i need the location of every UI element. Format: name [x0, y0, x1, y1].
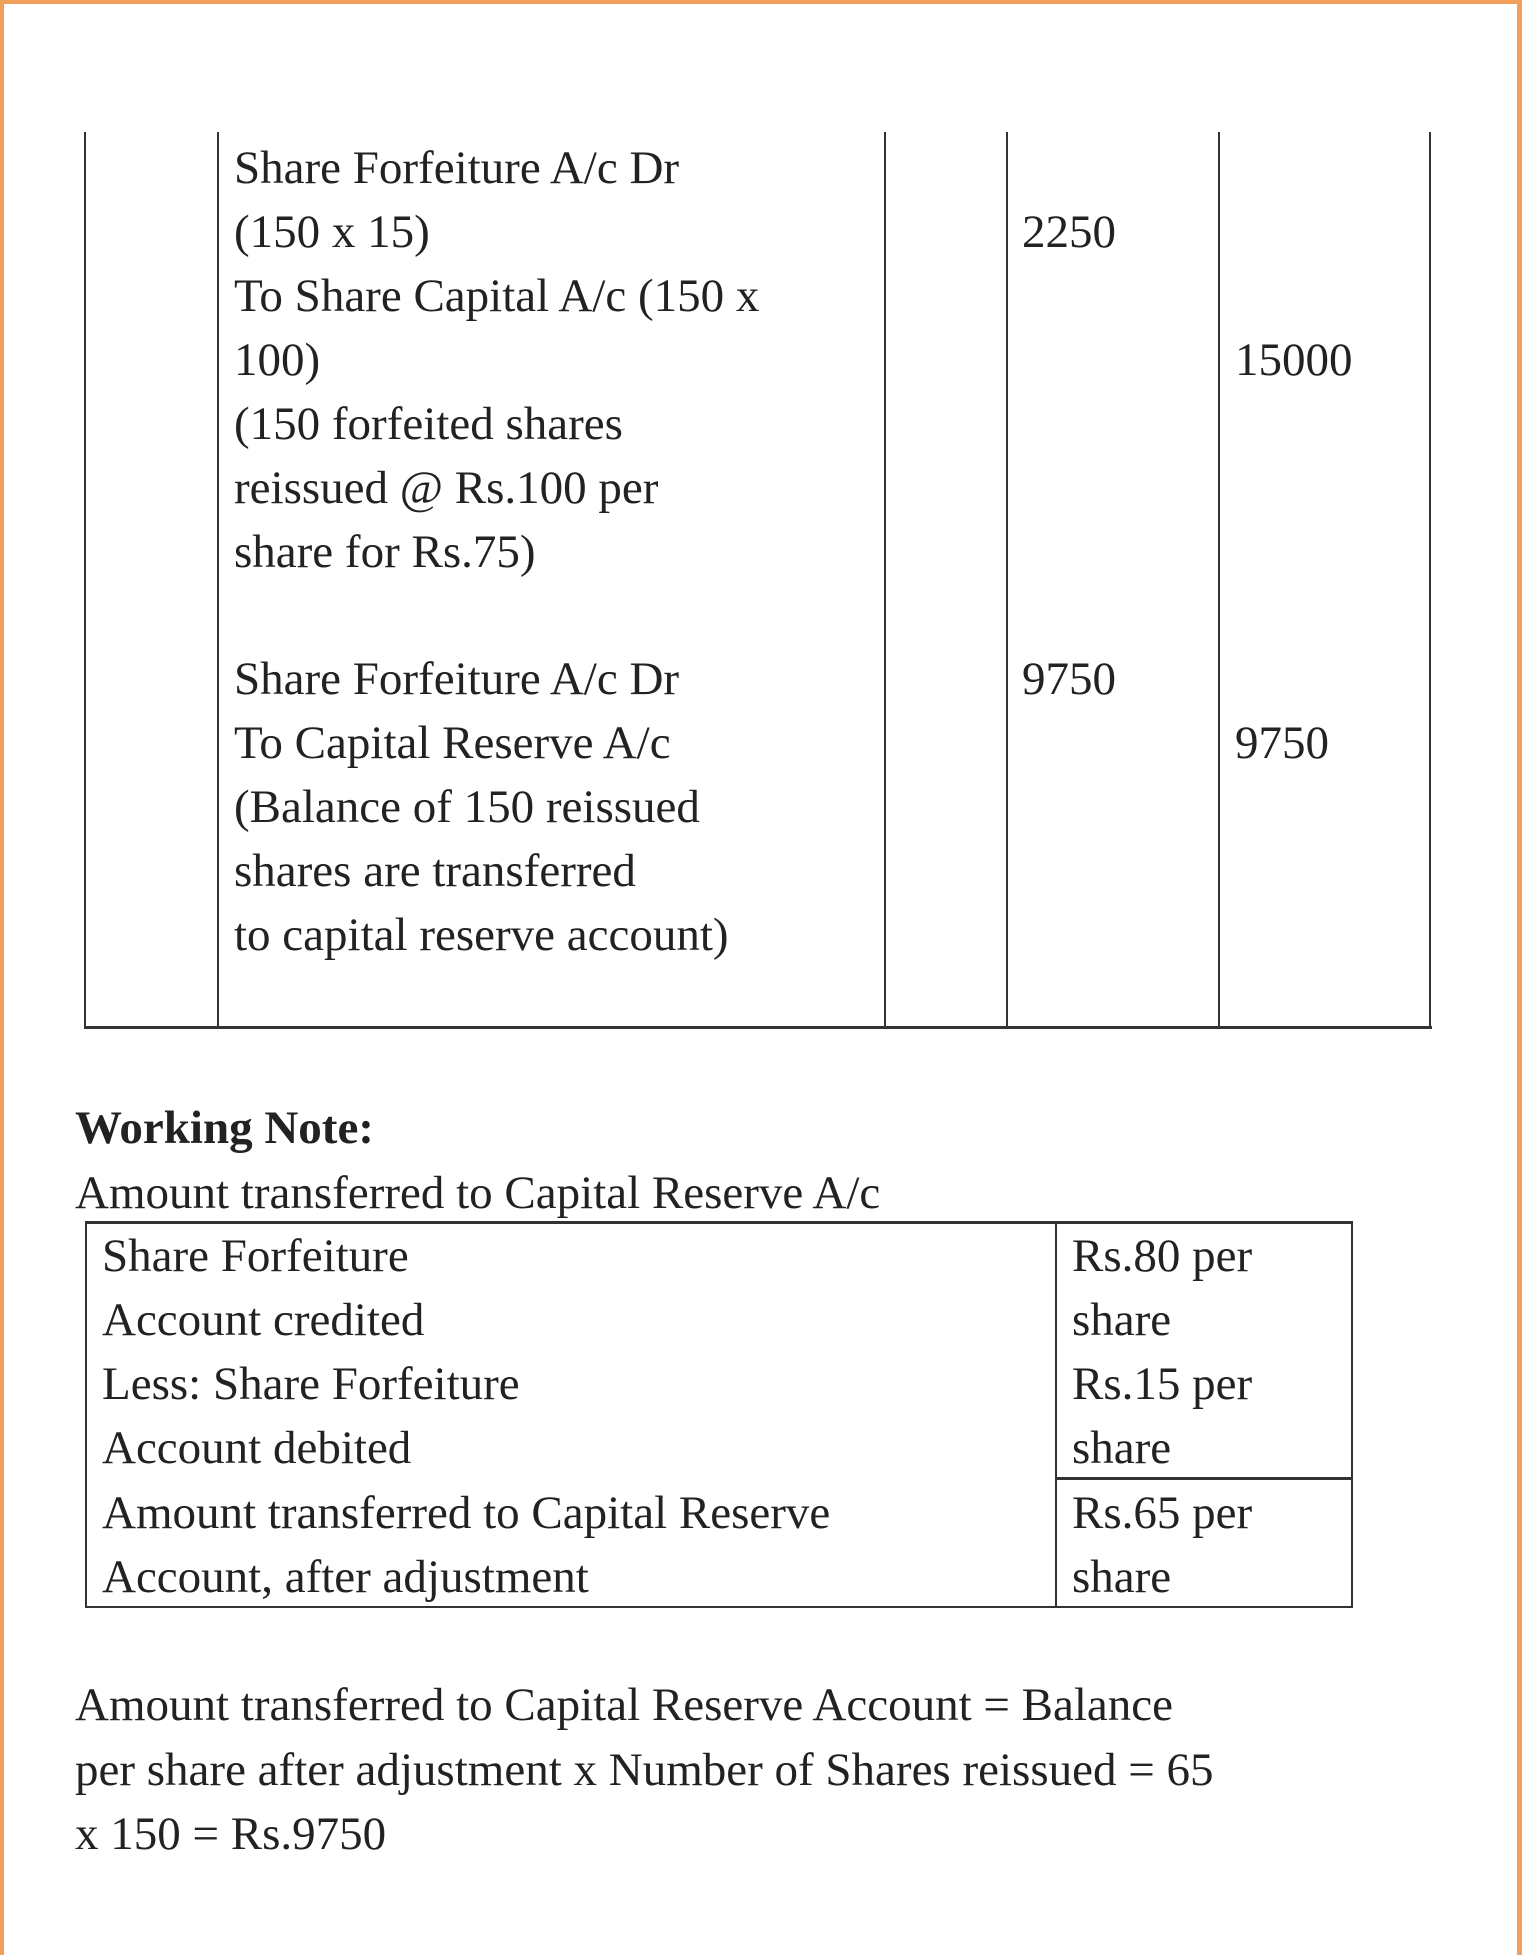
table-column-divider	[1218, 132, 1220, 1028]
narration-line: Share Forfeiture A/c Dr	[234, 653, 680, 705]
working-note-value: share	[1072, 1422, 1172, 1474]
table-column-divider	[1429, 132, 1431, 1028]
debit-amount: 9750	[1022, 653, 1116, 705]
table-column-divider	[1055, 1221, 1057, 1608]
page-border-right	[1517, 0, 1522, 1955]
narration-line: To Share Capital A/c (150 x	[234, 270, 760, 322]
table-right-border	[1351, 1221, 1353, 1608]
narration-line: (150 x 15)	[234, 206, 430, 258]
narration-line: reissued @ Rs.100 per	[234, 462, 659, 514]
working-note-heading: Working Note:	[75, 1102, 374, 1154]
conclusion-line: Amount transferred to Capital Reserve Account = Balance	[75, 1679, 1174, 1731]
debit-amount: 2250	[1022, 206, 1116, 258]
table-column-divider	[217, 132, 219, 1028]
working-note-label: Amount transferred to Capital Reserve	[102, 1487, 831, 1539]
narration-line: to capital reserve account)	[234, 909, 729, 961]
working-note-label: Account debited	[102, 1422, 412, 1474]
conclusion-line: x 150 = Rs.9750	[75, 1808, 387, 1860]
table-column-divider	[84, 132, 86, 1028]
narration-line: (150 forfeited shares	[234, 398, 623, 450]
narration-line: (Balance of 150 reissued	[234, 781, 700, 833]
page-border-left	[0, 0, 4, 1955]
working-note-label: Less: Share Forfeiture	[102, 1358, 520, 1410]
working-note-subheading: Amount transferred to Capital Reserve A/c	[75, 1167, 881, 1219]
working-note-value: share	[1072, 1551, 1172, 1603]
working-note-value: Rs.65 per	[1072, 1487, 1253, 1539]
credit-amount: 15000	[1235, 334, 1353, 386]
credit-amount: 9750	[1235, 717, 1329, 769]
conclusion-line: per share after adjustment x Number of Shares reissued = 65	[75, 1744, 1214, 1796]
table-column-divider	[884, 132, 886, 1028]
table-column-divider	[1006, 132, 1008, 1028]
narration-line: share for Rs.75)	[234, 526, 536, 578]
narration-line: shares are transferred	[234, 845, 636, 897]
working-note-label: Share Forfeiture	[102, 1230, 409, 1282]
working-note-label: Account, after adjustment	[102, 1551, 589, 1603]
working-note-value: Rs.15 per	[1072, 1358, 1253, 1410]
page-border-top	[0, 0, 1522, 4]
working-note-label: Account credited	[102, 1294, 425, 1346]
working-note-value: share	[1072, 1294, 1172, 1346]
narration-line: To Capital Reserve A/c	[234, 717, 671, 769]
narration-line: Share Forfeiture A/c Dr	[234, 142, 680, 194]
working-note-value: Rs.80 per	[1072, 1230, 1253, 1282]
table-bottom-border	[84, 1026, 1432, 1029]
table-left-border	[85, 1221, 87, 1608]
narration-line: 100)	[234, 334, 321, 386]
